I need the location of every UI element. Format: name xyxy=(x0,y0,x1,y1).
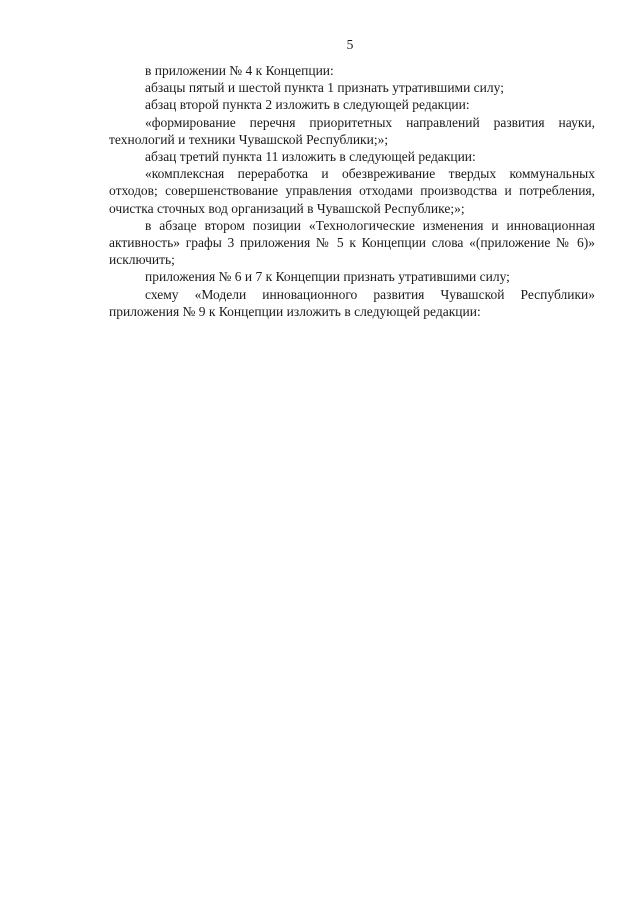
page-number: 5 xyxy=(346,37,354,52)
paragraph-new-text-point-11: «комплексная переработка и обезвреживание твердых коммунальных отходов; совершенствование управления отходами производства и потребления, очистка сточных вод организаций в Чувашской Республике;»; xyxy=(109,166,595,216)
paragraph-appendix-4: в приложении № 4 к Концепции: xyxy=(145,63,334,78)
paragraph-amend-point-2: абзац второй пункта 2 изложить в следующей редакции: xyxy=(145,97,470,113)
paragraph-repeal-point-1: абзацы пятый и шестой пункта 1 признать утратившими силу; xyxy=(145,80,504,96)
paragraph-amend-point-11: абзац третий пункта 11 изложить в следующей редакции: xyxy=(145,149,476,165)
document-body xyxy=(109,62,595,320)
paragraph-appendix-9-scheme: схему «Модели инновационного развития Чувашской Республики» приложения № 9 к Концепции изложить в следующей редакции: xyxy=(109,286,595,319)
paragraph-repeal-appendices-6-7: приложения № 6 и 7 к Концепции признать утратившими силу; xyxy=(145,269,510,285)
paragraph-appendix-5: в абзаце втором позиции «Технологические изменения и инновационная активность» графы 3 приложения № 5 к Концепции слова «(приложение № 6)» исключить; xyxy=(109,217,595,268)
paragraph-new-text-point-2: «формирование перечня приоритетных направлений развития науки, технологий и техники Чувашской Республики;»; xyxy=(109,114,595,147)
